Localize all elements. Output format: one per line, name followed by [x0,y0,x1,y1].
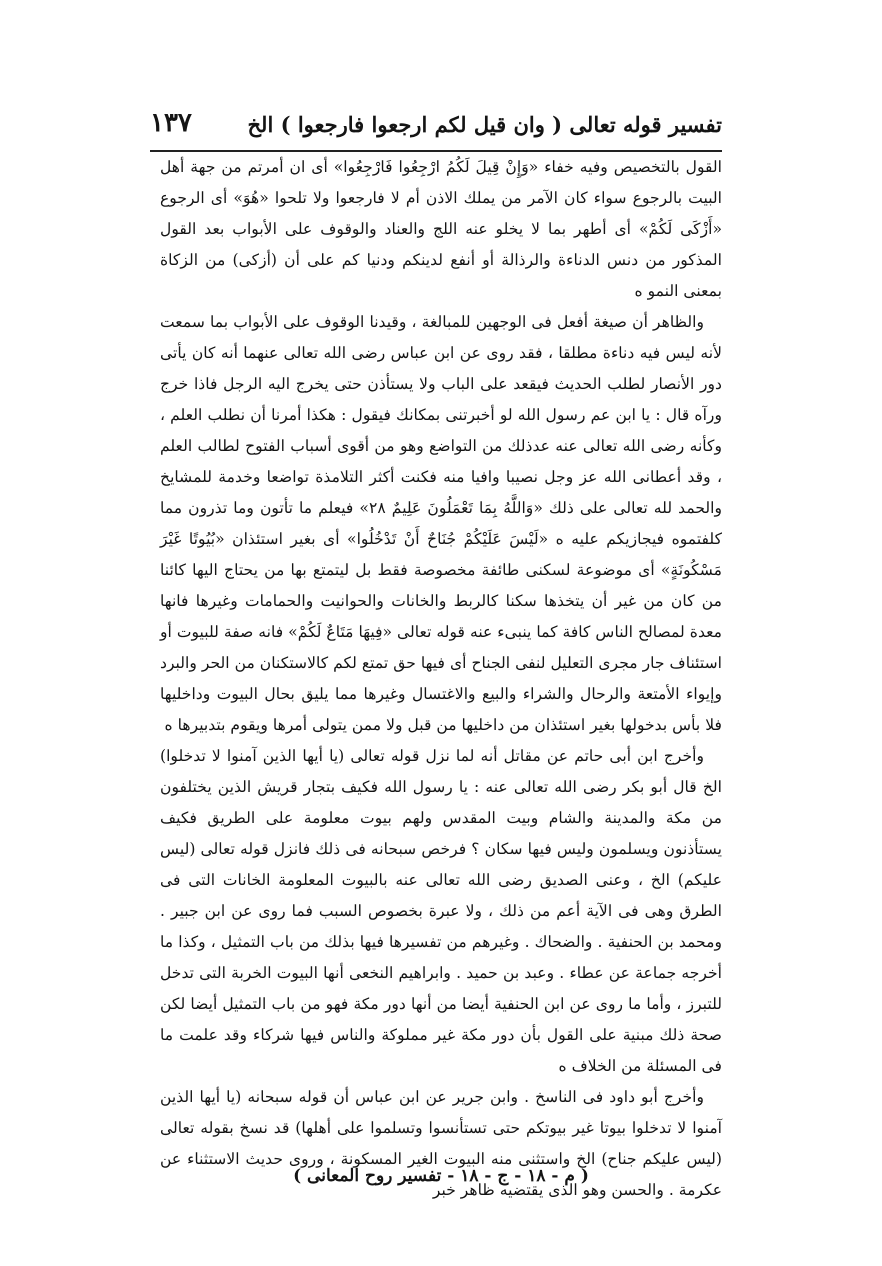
paragraph: القول بالتخصيص وفيه خفاء «وَإِنْ قِيلَ لَكُمُ ارْجِعُوا فَارْجِعُوا» أى ان أمرتم من جهة أهل البيت بالرجوع سواء كان الآمر من يملك الاذن أم لا فارجعوا ولا تلحوا «هُوَ» أى الرجوع «أَزْكَى لَكُمْ» أى أطهر بما لا يخلو عنه اللج والعناد والوقوف على الأبواب بعد القول المذكور من دنس الدناءة والرذالة أو أنفع لدينكم ودنيا كم على أن (أزكى) من الزكاة بمعنى النمو ه [160,158,722,300]
paragraph: والظاهر أن صيغة أفعل فى الوجهين للمبالغة ، وقيدنا الوقوف على الأبواب بما سمعت لأنه ليس فيه دناءة مطلقا ، فقد روى عن ابن عباس رضى الله تعالى عنهما أنه كان يأتى دور الأنصار لطلب الحديث فيقعد على الباب ولا يستأذن حتى يخرج اليه الرجل فاذا خرج ورآه قال : يا ابن عم رسول الله لو أخبرتنى بمكانك فيقول : هكذا أمرنا أن نطلب العلم ، وكأنه رضى الله تعالى عنه عدذلك من التواضع وهو من أقوى أسباب الفتوح لطالب العلم ، وقد أعطانى الله عز وجل نصيبا وافيا منه فكنت أكثر التلامذة تواضعا وخدمة للمشايخ والحمد لله تعالى على ذلك «وَاللَّهُ بِمَا تَعْمَلُونَ عَلِيمٌ ٢٨» فيعلم ما تأتون وما تذرون مما كلفتموه فيجازيكم عليه ه «لَيْسَ عَلَيْكُمْ جُنَاحٌ أَنْ تَدْخُلُوا» أى بغير استئذان «بُيُوتًا غَيْرَ مَسْكُونَةٍ» أى موضوعة لسكنى طائفة مخصوصة فقط بل ليتمتع بها من يحتاج اليها كائنا من كان من غير أن يتخذها سكنا كالربط والخانات والحوانيت والحمامات وغيرها فانها معدة لمصالح الناس كافة كما ينبىء عنه قوله تعالى «فِيهَا مَتَاعٌ لَكُمْ» فانه صفة للبيوت أو استئناف جار مجرى التعليل لنفى الجناح أى فيها حق تمتع لكم كالاستكنان من الحر والبرد وإيواء الأمتعة والرحال والشراء والبيع والاغتسال وغيرها مما يليق بحال البيوت وداخليها فلا بأس بدخولها بغير استئذان من داخليها من قبل ولا ممن يتولى أمرها ويقوم بتدبيرها ه [160,313,723,734]
running-header [150,108,722,148]
paragraph: وأخرج ابن أبى حاتم عن مقاتل أنه لما نزل قوله تعالى (يا أيها الذين آمنوا لا تدخلوا) الخ قال أبو بكر رضى الله تعالى عنه : يا رسول الله فكيف بتجار قريش الذين يختلفون من مكة والمدينة والشام وبيت المقدس ولهم بيوت معلومة على الطريق فكيف يستأذنون ويسلمون وليس فيها سكان ؟ فرخص سبحانه فى ذلك فانزل قوله تعالى (ليس عليكم) الخ ، وعنى الصديق رضى الله تعالى عنه بالبيوت المعلومة الخانات التى فى الطرق وهى فى الآية أعم من ذلك ، ولا عبرة بخصوص السبب فما روى عن ابن جبير . ومحمد بن الحنفية . والضحاك . وغيرهم من تفسيرها فيها بذلك من باب التمثيل ، وكذا ما أخرجه جماعة عن عطاء . وعبد بن حميد . وابراهيم النخعى أنها البيوت الخربة التى تدخل للتبرز ، وأما ما روى عن ابن الحنفية أيضا من أنها دور مكة فهو من باب التمثيل أيضا لكن صحة ذلك مبنية على القول بأن دور مكة غير مملوكة والناس فيها شركاء وقد علمت ما فى المسئلة من الخلاف ه [160,747,722,1075]
header-title: تفسير قوله تعالى ( وان قيل لكم ارجعوا فارجعوا ) الخ [247,112,722,137]
page-footer: ( م - ١٨ - ج - ١٨ - تفسير روح المعانى ) [293,1166,589,1186]
page-number: ١٣٧ [150,108,192,138]
main-text [160,152,722,1206]
paragraph: وأخرج أبو داود فى الناسخ . وابن جرير عن ابن عباس أن قوله سبحانه (يا أيها الذين آمنوا لا تدخلوا بيوتا غير بيوتكم حتى تستأنسوا وتسلموا على أهلها) قد نسخ بقوله تعالى (ليس عليكم جناح) الخ واستثنى منه البيوت الغير المسكونة ، وروى حديث الاستثناء عن عكرمة . والحسن وهو الذى يقتضيه ظاهر خبر [160,1088,723,1199]
